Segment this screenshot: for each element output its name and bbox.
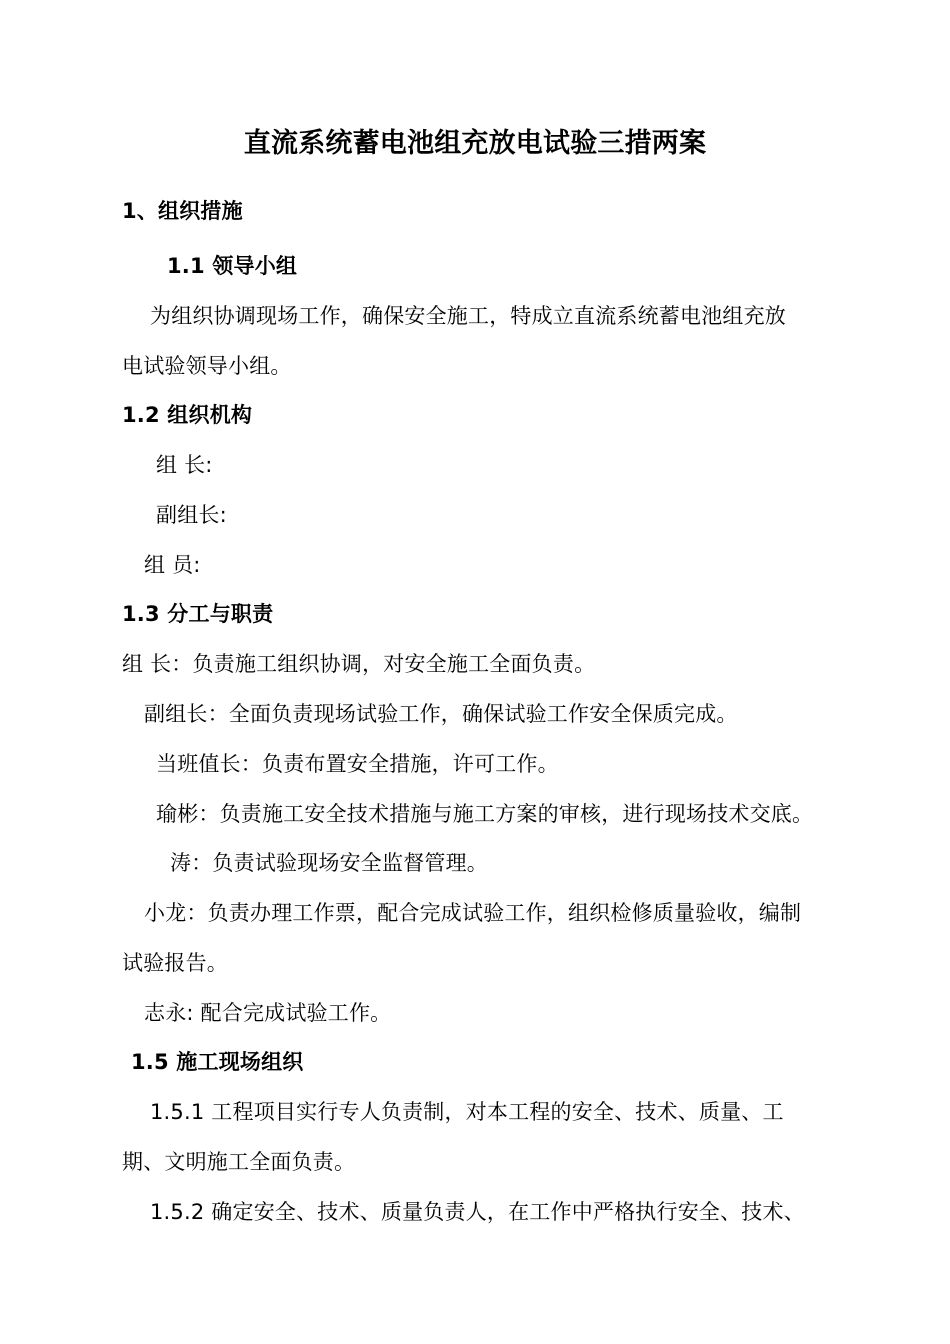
org-member-label: 组 员: [144, 553, 201, 577]
section-1-5-2-line-1: 1.5.2 确定安全、技术、质量负责人，在工作中严格执行安全、技术、 [150, 1200, 805, 1224]
duty-deputy: 副组长：全面负责现场试验工作，确保试验工作安全保质完成。 [144, 702, 738, 726]
section-1-3-heading: 1.3 分工与职责 [122, 602, 274, 626]
duty-zhiyong: 志永: 配合完成试验工作。 [144, 1001, 392, 1025]
section-1-1-paragraph-line-2: 电试验领导小组。 [122, 354, 292, 378]
section-1-heading: 1、组织措施 [122, 199, 243, 223]
section-1-5-1-line-1: 1.5.1 工程项目实行专人负责制，对本工程的安全、技术、质量、工 [150, 1100, 784, 1124]
duty-tao: 涛：负责试验现场安全监督管理。 [170, 851, 488, 875]
section-1-1-paragraph-line-1: 为组织协调现场工作，确保安全施工，特成立直流系统蓄电池组充放 [150, 304, 786, 328]
section-1-1-heading: 1.1 领导小组 [167, 254, 298, 278]
section-1-5-1-line-2: 期、文明施工全面负责。 [122, 1150, 356, 1174]
duty-xiaolong-line-1: 小龙：负责办理工作票，配合完成试验工作，组织检修质量验收，编制 [144, 901, 802, 925]
document-title: 直流系统蓄电池组充放电试验三措两案 [243, 128, 707, 159]
duty-xiaolong-line-2: 试验报告。 [122, 951, 228, 975]
section-1-5-heading: 1.5 施工现场组织 [131, 1050, 304, 1074]
duty-shift-leader: 当班值长：负责布置安全措施，许可工作。 [156, 752, 559, 776]
org-leader-label: 组 长: [156, 453, 213, 477]
org-deputy-label: 副组长: [156, 503, 227, 527]
section-1-2-heading: 1.2 组织机构 [122, 403, 253, 427]
duty-yubin: 瑜彬：负责施工安全技术措施与施工方案的审核，进行现场技术交底。 [156, 802, 814, 826]
duty-leader: 组 长：负责施工组织协调，对安全施工全面负责。 [122, 652, 596, 676]
